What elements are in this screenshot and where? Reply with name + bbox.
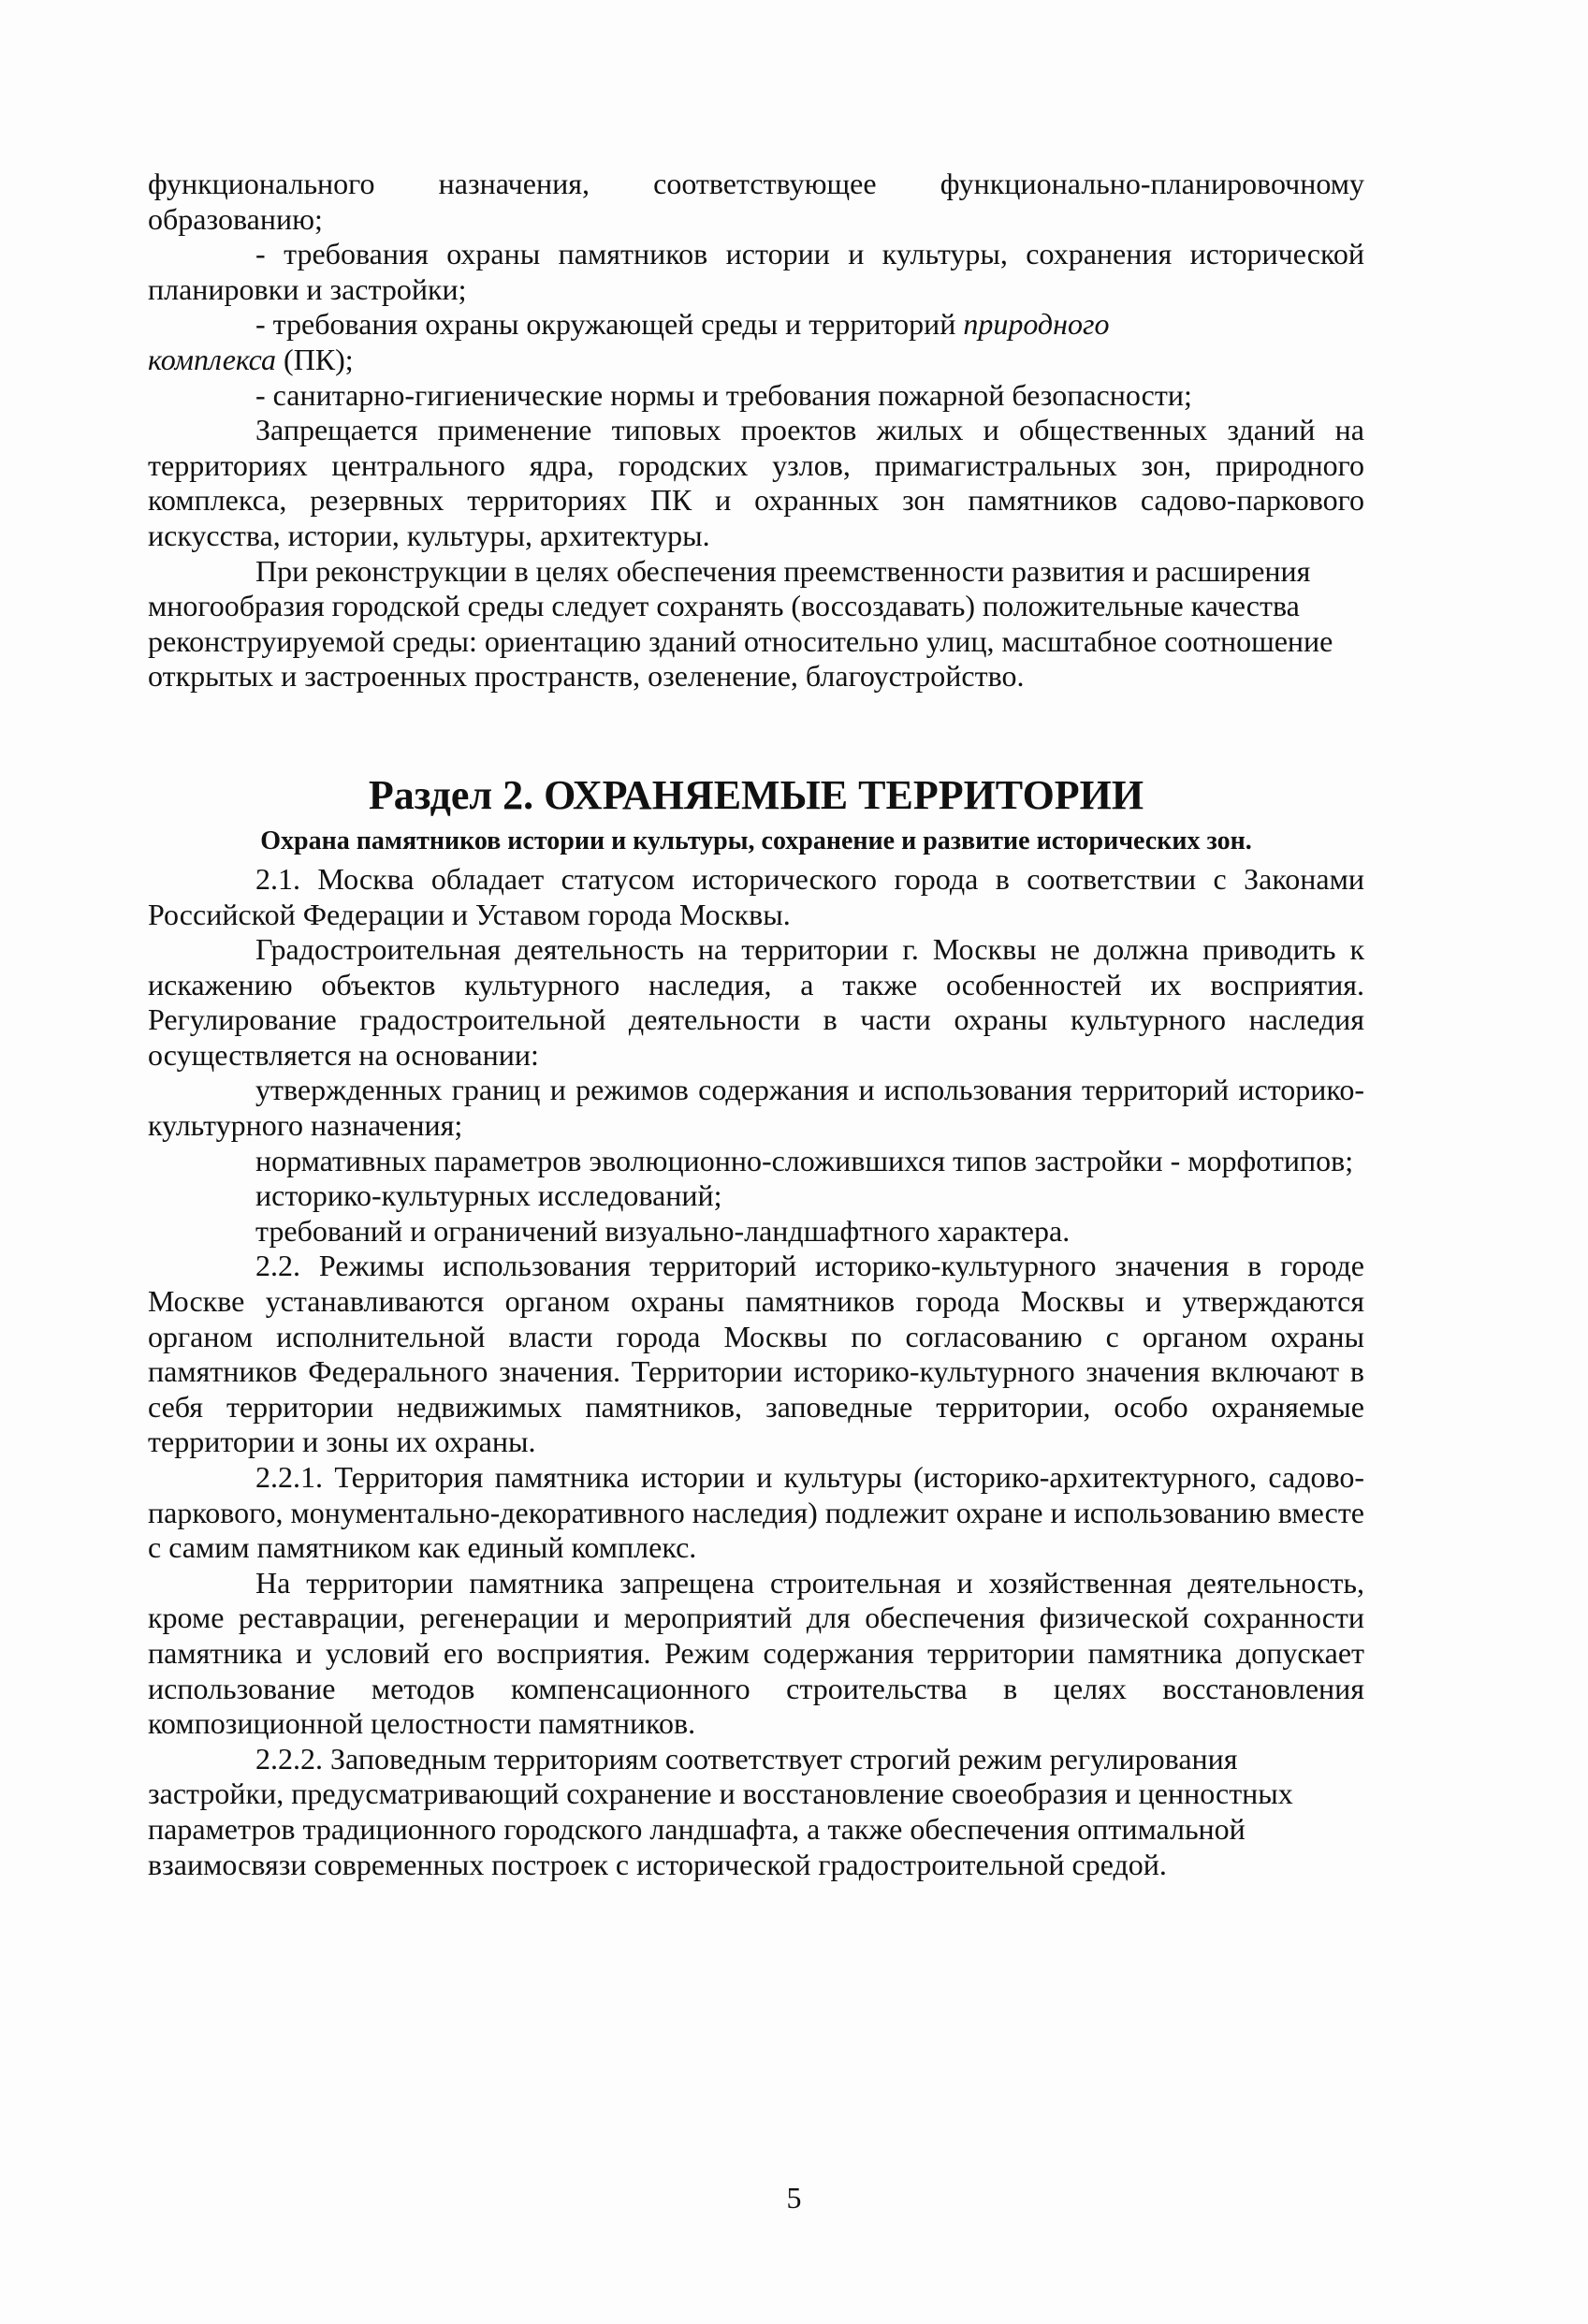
paragraph-2-2-1: 2.2.1. Территория памятника истории и культуры (историко-архитектурного, садово-паркового, монументально-декоративного наследия) подлежит охране и использованию вместе с самим памятником как единый комплекс. <box>148 1460 1364 1565</box>
paragraph-monument-territory: На территории памятника запрещена строительная и хозяйственная деятельность, кроме реставрации, регенерации и мероприятий для обеспечения физической сохранности памятника и условий его восприятия. Режим содержания территории памятника допускает использование методов компенсационного строительства в целях восстановления композиционной целостности памятников. <box>148 1565 1364 1741</box>
paragraph-urban-activity: Градостроительная деятельность на территории г. Москвы не должна приводить к искажению объектов культурного наследия, а также особенностей их восприятия. Регулирование градостроительной деятельности в части охраны культурного наследия осуществляется на основании: <box>148 932 1364 1072</box>
env-req-end-text: (ПК); <box>284 342 354 376</box>
paragraph-environment-protection <box>148 307 1364 343</box>
paragraph-2-2: 2.2. Режимы использования территорий историко-культурного значения в городе Москве устанавливаются органом охраны памятников города Москвы и утверждаются органом исполнительной власти города Москвы по согласованию с органом охраны памятников Федерального значения. Территории историко-культурного значения включают в себя территории недвижимых памятников, заповедные территории, особо охраняемые территории и зоны их охраны. <box>148 1249 1364 1459</box>
env-req-italic: природного <box>963 307 1110 342</box>
section-gap <box>148 694 1364 771</box>
paragraph-environment-protection-end <box>148 343 1364 378</box>
paragraph-2-2-2: 2.2.2. Заповедным территориям соответствует строгий режим регулирования застройки, предусматривающий сохранение и восстановление своеобразия и ценностных параметров традиционного городского ландшафта, а также обеспечения оптимальной взаимосвязи современных построек с исторической градостроительной средой. <box>148 1741 1293 1881</box>
list-item-research: историко-культурных исследований; <box>255 1178 722 1213</box>
section-subtitle: Охрана памятников истории и культуры, сохранение и развитие исторических зон. <box>260 826 1252 855</box>
section-title: Раздел 2. ОХРАНЯЕМЫЕ ТЕРРИТОРИИ <box>368 771 1144 818</box>
paragraph-sanitary-norms: - санитарно-гигиенические нормы и требования пожарной безопасности; <box>255 377 1192 412</box>
page-content <box>148 167 1364 1882</box>
env-req-italic-cont: комплекса <box>148 342 277 376</box>
list-item-visual-landscape: требований и ограничений визуально-ландшафтного характера. <box>255 1213 1071 1248</box>
paragraph-monuments-protection: - требования охраны памятников истории и культуры, сохранения исторической планировки и застройки; <box>148 237 1364 306</box>
paragraph-2-1: 2.1. Москва обладает статусом исторического города в соответствии с Законами Российской Федерации и Уставом города Москвы. <box>148 861 1364 931</box>
paragraph-reconstruction: При реконструкции в целях обеспечения преемственности развития и расширения многообразия городской среды следует сохранять (воссоздавать) положительные качества реконструируемой среды: ориентацию зданий относительно улиц, масштабное соотношение открытых и застроенных пространств, озеленение, благоустройство. <box>148 553 1333 694</box>
page-number: 5 <box>786 2181 802 2214</box>
list-item-morphotypes: нормативных параметров эволюционно-сложившихся типов застройки - морфотипов; <box>255 1143 1354 1177</box>
list-item-approved-borders: утвержденных границ и режимов содержания и использования территорий историко-культурного назначения; <box>148 1073 1364 1143</box>
paragraph-functional-purpose: функционального назначения, соответствующее функционально-планировочному образованию; <box>148 167 1364 236</box>
paragraph-typical-projects-ban: Запрещается применение типовых проектов жилых и общественных зданий на территориях центрального ядра, городских узлов, примагистральных зон, природного комплекса, резервных территориях ПК и охранных зон памятников садово-паркового искусства, истории, культуры, архитектуры. <box>148 413 1364 552</box>
env-req-text: - требования охраны окружающей среды и территорий <box>255 307 964 342</box>
